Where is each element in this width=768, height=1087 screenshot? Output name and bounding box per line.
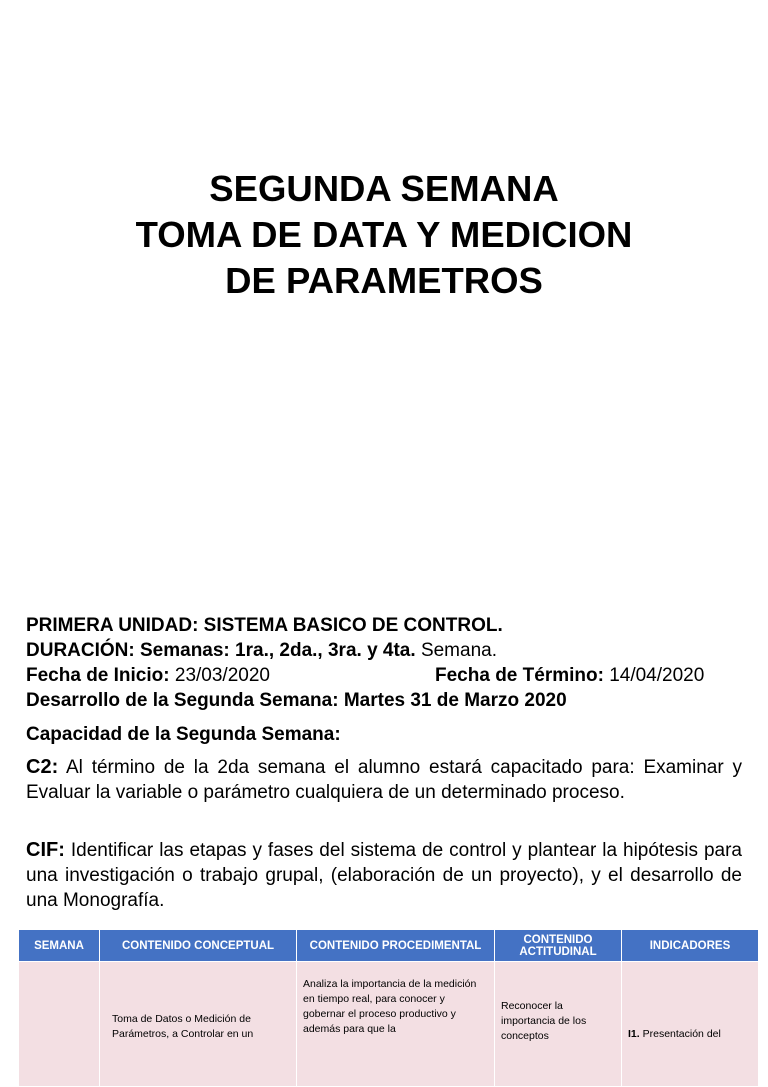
development-date: Desarrollo de la Segunda Semana: Martes 31 de Marzo 2020 <box>26 690 567 711</box>
unit-info <box>26 613 742 713</box>
title-line-3: DE PARAMETROS <box>225 260 543 301</box>
cell-indicadores <box>622 962 759 1087</box>
header-indicadores: INDICADORES <box>622 930 759 962</box>
cif-text: Identificar las etapas y fases del sistema de control y plantear la hipótesis para una investigación o trabajo grupal, (elaboración de un proyecto), y el desarrollo de una Monografía. <box>26 840 742 911</box>
header-conceptual: CONTENIDO CONCEPTUAL <box>100 930 297 962</box>
table-header-row <box>19 930 759 962</box>
end-date-value: 14/04/2020 <box>609 665 705 686</box>
header-procedimental: CONTENIDO PROCEDIMENTAL <box>297 930 495 962</box>
table-row <box>19 962 759 1087</box>
capacity-section <box>26 722 742 747</box>
duration-value: Semana. <box>420 640 497 661</box>
actitudinal-text: Reconocer la importancia de los conceptos <box>501 1000 587 1042</box>
title-line-1: SEGUNDA SEMANA <box>209 168 559 209</box>
title-line-2: TOMA DE DATA Y MEDICION <box>135 214 633 255</box>
cif-label: CIF: <box>26 839 65 861</box>
procedimental-text: Analiza la importancia de la medición en tiempo real, para conocer y gobernar el proceso productivo y además para que la <box>303 977 477 1035</box>
indicador-text <box>628 1027 752 1042</box>
start-date-label: Fecha de Inicio: <box>26 665 170 686</box>
weekly-content-table <box>18 929 759 1087</box>
cif-paragraph <box>26 838 742 913</box>
end-date <box>435 663 704 688</box>
page-title <box>0 166 768 304</box>
cell-semana <box>19 962 100 1087</box>
c2-paragraph <box>26 755 742 805</box>
indicador-label: I1. <box>628 1027 640 1040</box>
c2-label: C2: <box>26 756 59 778</box>
conceptual-text: Toma de Datos o Medición de Parámetros, a Controlar en un <box>112 1013 254 1040</box>
header-actitudinal: CONTENIDO ACTITUDINAL <box>495 930 622 962</box>
duration-label: DURACIÓN: Semanas: 1ra., 2da., 3ra. y 4ta. <box>26 640 416 661</box>
unit-name: PRIMERA UNIDAD: SISTEMA BASICO DE CONTROL. <box>26 615 503 636</box>
capacity-heading: Capacidad de la Segunda Semana: <box>26 724 341 745</box>
indicador-desc: Presentación del <box>642 1027 721 1040</box>
start-date-value: 23/03/2020 <box>174 665 270 686</box>
c2-text: Al término de la 2da semana el alumno estará capacitado para: Examinar y Evaluar la variable o parámetro cualquiera de un determinado proceso. <box>26 757 742 803</box>
duration-row <box>26 638 742 663</box>
header-semana: SEMANA <box>19 930 100 962</box>
end-date-label: Fecha de Término: <box>435 665 604 686</box>
cell-procedimental <box>297 962 495 1087</box>
dates-row <box>26 663 742 688</box>
cell-actitudinal <box>495 962 622 1087</box>
cell-conceptual <box>100 962 297 1087</box>
